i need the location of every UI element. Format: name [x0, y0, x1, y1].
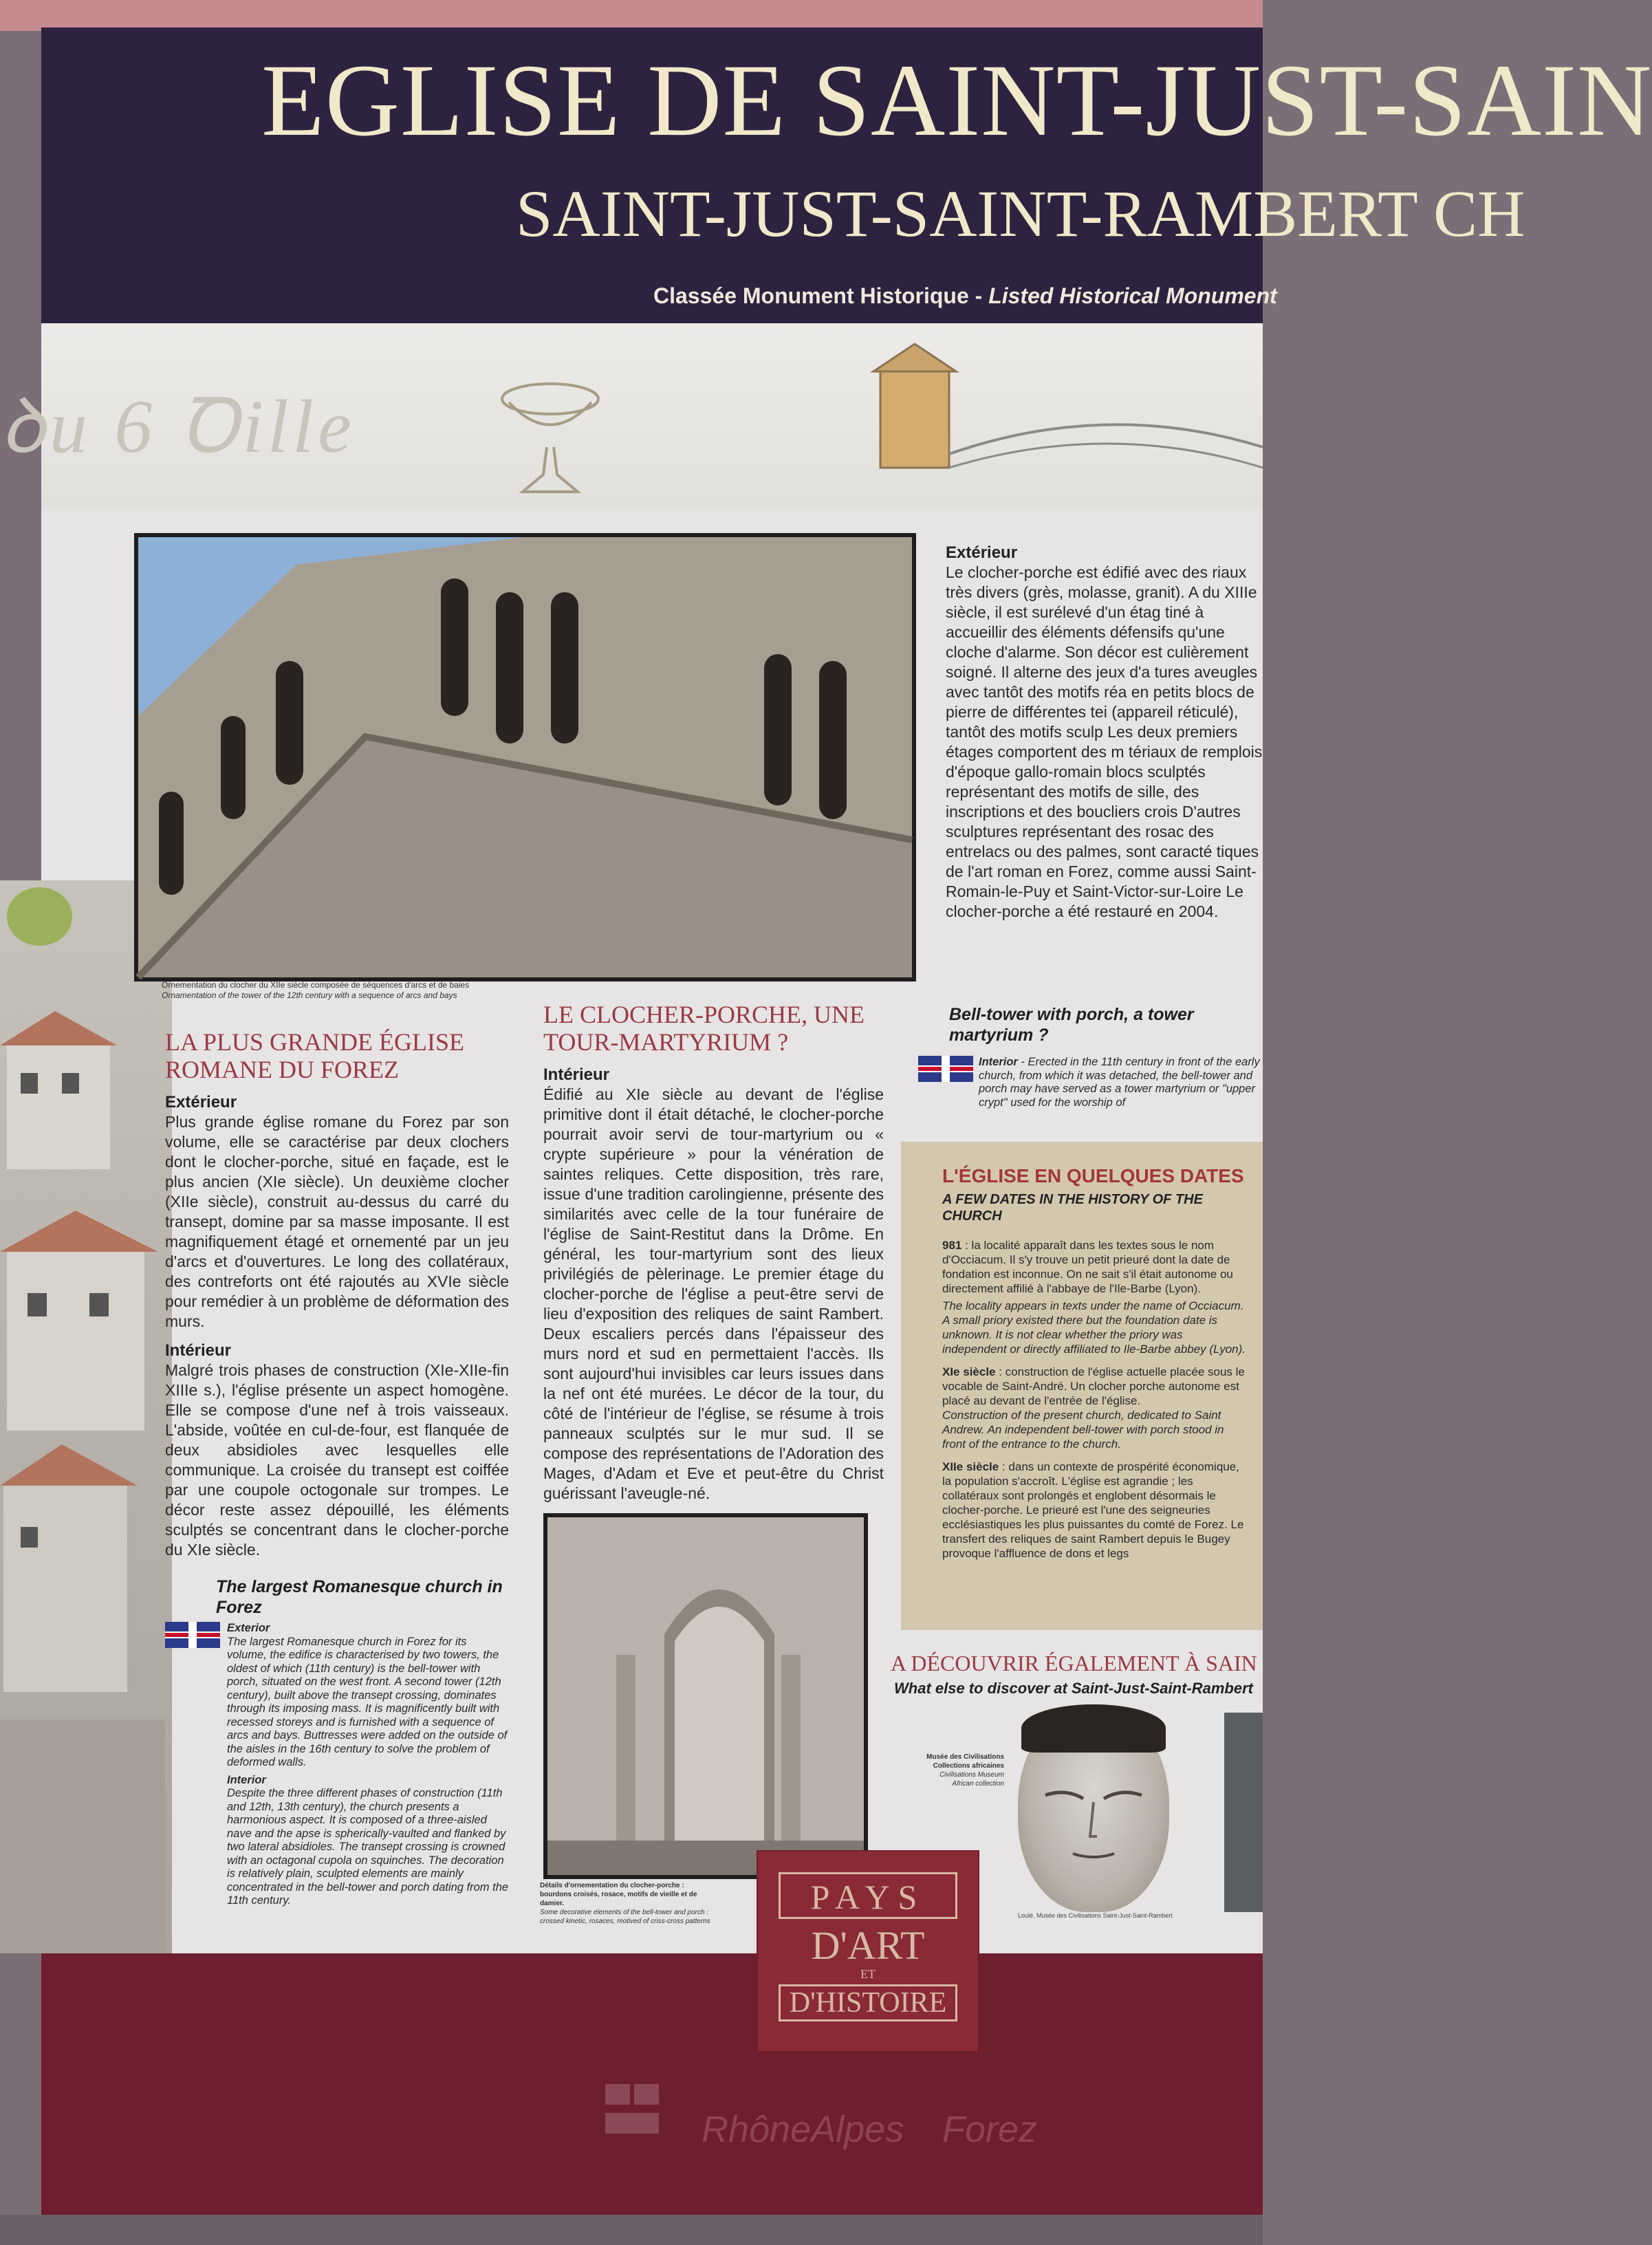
discover-title: A DÉCOUVRIR ÉGALEMENT À SAIN	[891, 1651, 1257, 1675]
col3	[946, 543, 1269, 922]
fortress-sketch	[846, 330, 1263, 509]
date-entry-2-fr: : construction de l'église actuelle placée sous le vocable de Saint-André. Un clocher porche autonome est placé au devant de l'entrée de l'église.	[942, 1365, 1245, 1407]
bottom-strip	[0, 2215, 1263, 2245]
museum-label	[887, 1753, 1004, 1788]
pays-line1: PAYS	[779, 1872, 957, 1919]
col2	[543, 1001, 884, 1504]
main-photo-caption	[162, 980, 849, 1001]
arch-caption	[540, 1881, 712, 1926]
date-entry-2-en: Construction of the present church, dedicated to Saint Andrew. An independent bell-tower with porch stood in front of the entrance to the church.	[942, 1409, 1224, 1451]
pays-line3: ET	[860, 1967, 876, 1981]
mask-caption: Loulé. Musée des Civilisations Saint-Just-Saint-Rambert	[1018, 1912, 1173, 1919]
col1	[165, 1028, 509, 1908]
uk-flag-icon	[165, 1622, 220, 1648]
col3-en-text	[979, 1056, 1263, 1109]
arch-caption-fr: Détails d'ornementation du clocher-porche : bourdons croisés, rosace, motifs de vieille et de damier.	[540, 1882, 697, 1907]
arch-caption-en: Some decorative elements of the bell-tower and porch : crossed kinetic, rosaces, motived of criss-cross patterns	[540, 1909, 710, 1925]
date-entry-3	[942, 1460, 1249, 1561]
handwritten-script: ꝺu 6 Ꝺille	[0, 384, 356, 468]
classification-line	[653, 283, 1277, 309]
date-entry-1	[942, 1238, 1249, 1356]
bell-tower-photo	[134, 533, 916, 981]
date-entry-2	[942, 1365, 1249, 1451]
col3-en-int-text: - Erected in the 11th century in front of the early church, from which it was detached, the bell-tower and porch may have served as a tower martyrium or "upper crypt" used for the worship of	[979, 1056, 1260, 1109]
dates-subtitle: A FEW DATES IN THE HISTORY OF THE CHURCH	[942, 1192, 1203, 1224]
date-entry-3-fr: : dans un contexte de prospérité économique, la population s'accroît. L'église est agrandie ; les collatéraux sont prolongés et englobent désormais le clocher-porche. Le prieuré est l'une des seigneuries ecclésiastiques les plus puissantes du comté de Forez. Le transfert des reliques de saint Rambert depuis le Bugey provoque l'affluence de dons et legs	[942, 1460, 1244, 1560]
col3-en-heading: Bell-tower with porch, a tower martyrium ?	[949, 1005, 1194, 1045]
second-photo-edge	[1224, 1713, 1263, 1912]
col1-ext-label: Extérieur	[165, 1093, 237, 1111]
museum-line4: African collection	[952, 1780, 1004, 1788]
col1-en-heading: The largest Romanesque church in Forez	[216, 1577, 503, 1617]
dates-title: L'ÉGLISE EN QUELQUES DATES	[942, 1165, 1244, 1186]
page-subtitle: SAINT-JUST-SAINT-RAMBERT CH	[516, 177, 1525, 250]
tourism-icon	[605, 2084, 660, 2139]
col1-int-text: Malgré trois phases de construction (XIe-XIIe-fin XIIIe s.), l'église présente un aspect homogène. Elle se compose d'une nef à trois vaisseaux. L'abside, voûtée en cul-de-four, est flanquée de deux absidioles avec lesquelles elle communique. La croisée du transept est coiffée par une coupole octogonale sur trompes. Le décor reste assez dépouillé, les éléments sculptés se concentrant dans le clocher-porche du XIe siècle.	[165, 1361, 509, 1559]
arch-detail-photo	[543, 1513, 868, 1879]
date-entry-3-year: XIIe siècle	[942, 1460, 999, 1473]
col3-ext-text: Le clocher-porche est édifié avec des riaux très divers (grès, molasse, granit). A du XIIIe siècle, il est surélevé d'un étag tiné à accueillir des éléments défensifs qu'une cloche d'alarme. Son décor est culièrement soigné. Il alterne des jeux d'a tures aveugles avec tantôt des motifs réa en petits blocs de pierre de différentes tei (appareil réticulé), tantôt des motifs sculp Les deux premiers étages comportent des m tériaux de remplois d'époque gallo-romain blocs sculptés représentant des motifs de sille, des inscriptions et des boucliers crois D'autres sculptures représentant des rosac des entrelacs ou des palmes, sont caracté tiques de l'art roman en Forez, comme aussi Saint-Romain-le-Puy et Saint-Victor-sur-Loire Le clocher-porche a été restauré en 2004.	[946, 563, 1263, 920]
col1-en-int-label: Interior	[227, 1773, 266, 1786]
date-entry-1-fr: : la localité apparaît dans les textes sous le nom d'Occiacum. Il s'y trouve un petit prieuré dont la date de fondation est inconnue. On ne sait s'il était autonome ou directement affilié à l'abbaye de l'Ile-Barbe (Lyon).	[942, 1239, 1233, 1295]
bell-tower-drawing	[138, 537, 912, 977]
date-entry-2-year: XIe siècle	[942, 1365, 996, 1378]
col3-en-int-label: Interior	[979, 1056, 1018, 1068]
classification-fr: Classée Monument Historique -	[653, 283, 989, 308]
col1-en-int-text: Despite the three different phases of construction (11th and 12th, 13th century), the church presents a harmonious aspect. It is composed of a three-aisled nave and the apse is spherically-vaulted and flanked by two lateral absidioles. The transept crossing is crowned with an octagonal cupola on squinches. The decoration is relatively plain, sculpted elements are mainly concentrated in the bell-tower and porch dating from the 11th century.	[227, 1787, 509, 1907]
classification-en: Listed Historical Monument	[988, 283, 1277, 308]
col1-int-label: Intérieur	[165, 1341, 232, 1360]
chalice-sketch	[481, 371, 619, 502]
top-strip	[0, 0, 1263, 31]
col2-int-label: Intérieur	[543, 1065, 610, 1084]
col3-ext-label: Extérieur	[946, 543, 1018, 562]
date-entry-1-en: The locality appears in texts under the name of Occiacum. A small priory existed there but the foundation date is unknown. It is not clear whether the priory was independent or directly affiliated to Ile-Barbe abbey (Lyon).	[942, 1299, 1246, 1356]
pays-art-histoire-logo	[757, 1850, 979, 2052]
dates-box	[901, 1142, 1263, 1630]
museum-line2: Collections africaines	[933, 1762, 1004, 1770]
main-photo-caption-fr: Ornementation du clocher du XIIe siècle composée de séquences d'arcs et de baies	[162, 980, 470, 990]
museum-line1: Musée des Civilisations	[926, 1753, 1004, 1761]
date-entry-1-year: 981	[942, 1239, 962, 1252]
col3-en-block	[918, 1056, 1263, 1109]
arch-drawing	[547, 1517, 864, 1875]
header-banner	[41, 28, 1652, 323]
mask-headdress	[1021, 1704, 1166, 1753]
col1-en-ext-text: The largest Romanesque church in Forez for its volume, the edifice is characterised by two towers, the oldest of which (11th century) is the bell-tower with porch, situated on the west front. A second tower (12th century), built above the transept crossing, dominates through its imposing mass. It is magnificently built with recessed storeys and is furnished with a sequence of arcs and bays. Buttresses were added on the outside of the aisles in the 16th century to solve the problem of deformed walls.	[227, 1635, 508, 1768]
col1-heading: LA PLUS GRANDE ÉGLISE ROMANE DU FOREZ	[165, 1028, 465, 1083]
tree-illustration	[7, 887, 72, 946]
pays-line4: D'HISTOIRE	[779, 1984, 957, 2021]
pays-line2: D'ART	[811, 1923, 925, 1968]
col2-heading: LE CLOCHER-PORCHE, UNE TOUR-MARTYRIUM ?	[543, 1001, 865, 1056]
dates-content	[901, 1142, 1263, 1561]
col1-ext-text: Plus grande église romane du Forez par son volume, elle se caractérise par deux clochers dont le clocher-porche, situé en façade, est le plus ancien (XIe siècle). Un deuxième clocher (XIIe siècle), construit au-dessus du carré du transept, domine par sa masse imposante. Il est magnifiquement étagé et ornementé par un jeu d'arcs et d'ouvertures. Le long des collatéraux, des contreforts ont été rajoutés au XVIe siècle pour remédier à un problème de déformation des murs.	[165, 1113, 509, 1330]
mask-features	[1032, 1761, 1155, 1871]
page-title: EGLISE DE SAINT-JUST-SAIN	[261, 43, 1652, 158]
museum-line3: Civilisations Museum	[939, 1771, 1004, 1779]
rhone-alpes-logo: RhôneAlpes	[702, 2109, 904, 2150]
col1-en-block	[165, 1622, 509, 1908]
col1-en-ext-label: Exterior	[227, 1622, 270, 1634]
uk-flag-icon-2	[918, 1056, 973, 1082]
main-photo-caption-en: Ornamentation of the tower of the 12th century with a sequence of arcs and bays	[162, 990, 457, 1000]
col2-int-text: Édifié au XIe siècle au devant de l'église primitive dont il était détaché, le clocher-porche pourrait avoir servi de tour-martyrium ou « crypte supérieure » pour la vénération de saintes reliques. Cette disposition, très rare, issue d'une tradition carolingienne, présente des similarités avec celle de la tour funéraire de l'église de Saint-Restitut dans la Drôme. En général, les tour-martyrium sont des lieux privilégiés de pèlerinage. Le premier étage du clocher-porche de l'église a peut-être servi de lieu d'exposition des reliques de saint Rambert. Deux escaliers percés dans l'épaisseur des murs nord et sud en permettaient l'accès. Ils sont aujourd'hui invisibles car leurs issues dans la nef ont été murées. Le décor de la tour, du côté de l'intérieur de l'église, se résume à trois panneaux sculptés sur le mur sud. Il se compose des représentations de l'Adoration des Mages, d'Adam et Eve et peut-être du Christ guérissant l'aveugle-né.	[543, 1085, 884, 1502]
forez-logo: Forez	[942, 2109, 1038, 2150]
discover-subtitle: What else to discover at Saint-Just-Saint-Rambert	[894, 1680, 1253, 1697]
town-houses	[0, 963, 172, 1953]
